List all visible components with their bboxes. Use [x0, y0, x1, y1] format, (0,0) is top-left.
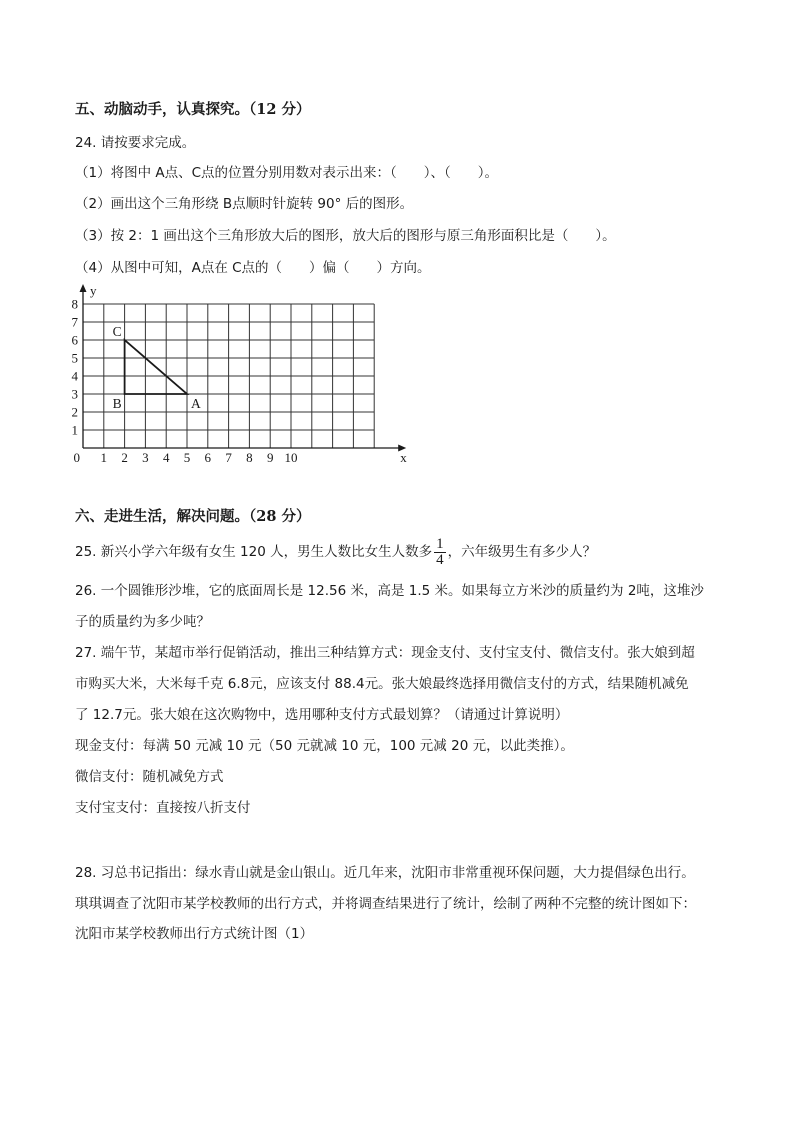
point-label-b: B: [112, 396, 122, 411]
x-tick-label: 6: [204, 450, 212, 465]
y-tick-label: 6: [71, 332, 78, 348]
q25-text-after: ，六年级男生有多少人？: [447, 544, 597, 560]
x-tick-label: 2: [121, 450, 128, 465]
x-tick-label: 10: [284, 450, 298, 465]
q26-line1: 26. 一个圆锥形沙堆，它的底面周长是 12.56 米，高是 1.5 米。如果每立方米沙的质量约为 2吨，这堆沙: [75, 583, 704, 599]
y-tick-label: 3: [71, 386, 78, 402]
triangle-abc: [125, 340, 187, 394]
q24-part3: （3）按 2：1 画出这个三角形放大后的图形，放大后的图形与原三角形面积比是（ ）。: [75, 228, 616, 244]
q28-line1: 28. 习总书记指出：绿水青山就是金山银山。近几年来，沈阳市非常重视环保问题，大力提倡绿色出行。: [75, 865, 695, 881]
x-tick-label: 0: [73, 450, 80, 465]
axes: [80, 283, 408, 465]
q25-text-before: 25. 新兴小学六年级有女生 120 人，男生人数比女生人数多: [75, 544, 433, 560]
y-tick-label: 5: [71, 350, 78, 366]
section5-heading: 五、动脑动手，认真探究。（12 分）: [75, 101, 311, 118]
y-tick-labels: [72, 297, 79, 438]
q27-line3: 了 12.7元。张大娘在这次购物中，选用哪种支付方式最划算？（请通过计算说明）: [75, 707, 569, 723]
triangle-shape: [125, 340, 187, 394]
y-tick-label: 4: [71, 368, 78, 384]
x-tick-label: 3: [142, 450, 149, 465]
point-label-a: A: [191, 396, 201, 411]
point-label-c: C: [112, 324, 122, 339]
y-tick-label: 7: [71, 314, 78, 330]
x-axis-label: x: [400, 450, 407, 465]
y-tick-label: 1: [71, 422, 78, 438]
y-tick-label: 2: [71, 404, 78, 420]
q24-part1: （1）将图中 A点、C点的位置分别用数对表示出来：（ ）、（ ）。: [75, 165, 499, 181]
x-tick-label: 5: [183, 450, 191, 465]
x-tick-labels: [74, 450, 298, 465]
coordinate-grid-figure: [60, 276, 420, 471]
q27-line2: 市购买大米，大米每千克 6.8元，应该支付 88.4元。张大娘最终选择用微信支付的方式，结果随机减免: [75, 676, 689, 692]
q28-line3: 沈阳市某学校教师出行方式统计图（1）: [75, 926, 314, 942]
x-tick-label: 9: [266, 450, 274, 465]
section6-heading: 六、走进生活，解决问题。（28 分）: [75, 508, 311, 525]
y-axis-arrow: [80, 284, 87, 292]
grid-lines: [83, 304, 374, 448]
q24-part2: （2）画出这个三角形绕 B点顺时针旋转 90° 后的图形。: [75, 196, 414, 212]
fraction-denominator: 4: [436, 551, 444, 568]
q24-part4: （4）从图中可知，A点在 C点的（ ）偏（ ）方向。: [75, 260, 431, 276]
q26-line2: 子的质量约为多少吨？: [75, 614, 210, 630]
x-tick-label: 7: [225, 450, 232, 465]
x-tick-label: 1: [100, 450, 108, 465]
q25: [75, 534, 596, 570]
q27-alipay-payment: 支付宝支付：直接按八折支付: [75, 800, 251, 816]
x-tick-label: 8: [246, 450, 253, 465]
q27-wechat-payment: 微信支付：随机减免方式: [75, 769, 224, 785]
y-tick-label: 8: [71, 296, 78, 312]
q27-cash-payment: 现金支付：每满 50 元减 10 元（50 元就减 10 元，100 元减 20 元，以此类推）。: [75, 738, 574, 754]
q24-title: 24. 请按要求完成。: [75, 135, 196, 151]
fraction-one-quarter: [434, 537, 446, 568]
fraction-numerator: 1: [436, 535, 444, 552]
x-tick-label: 4: [162, 450, 170, 465]
y-axis-label: y: [90, 283, 97, 298]
q27-line1: 27. 端午节，某超市举行促销活动，推出三种结算方式：现金支付、支付宝支付、微信支付。张大娘到超: [75, 645, 695, 661]
q28-line2: 琪琪调查了沈阳市某学校教师的出行方式，并将调查结果进行了统计，绘制了两种不完整的统计图如下：: [75, 896, 696, 912]
